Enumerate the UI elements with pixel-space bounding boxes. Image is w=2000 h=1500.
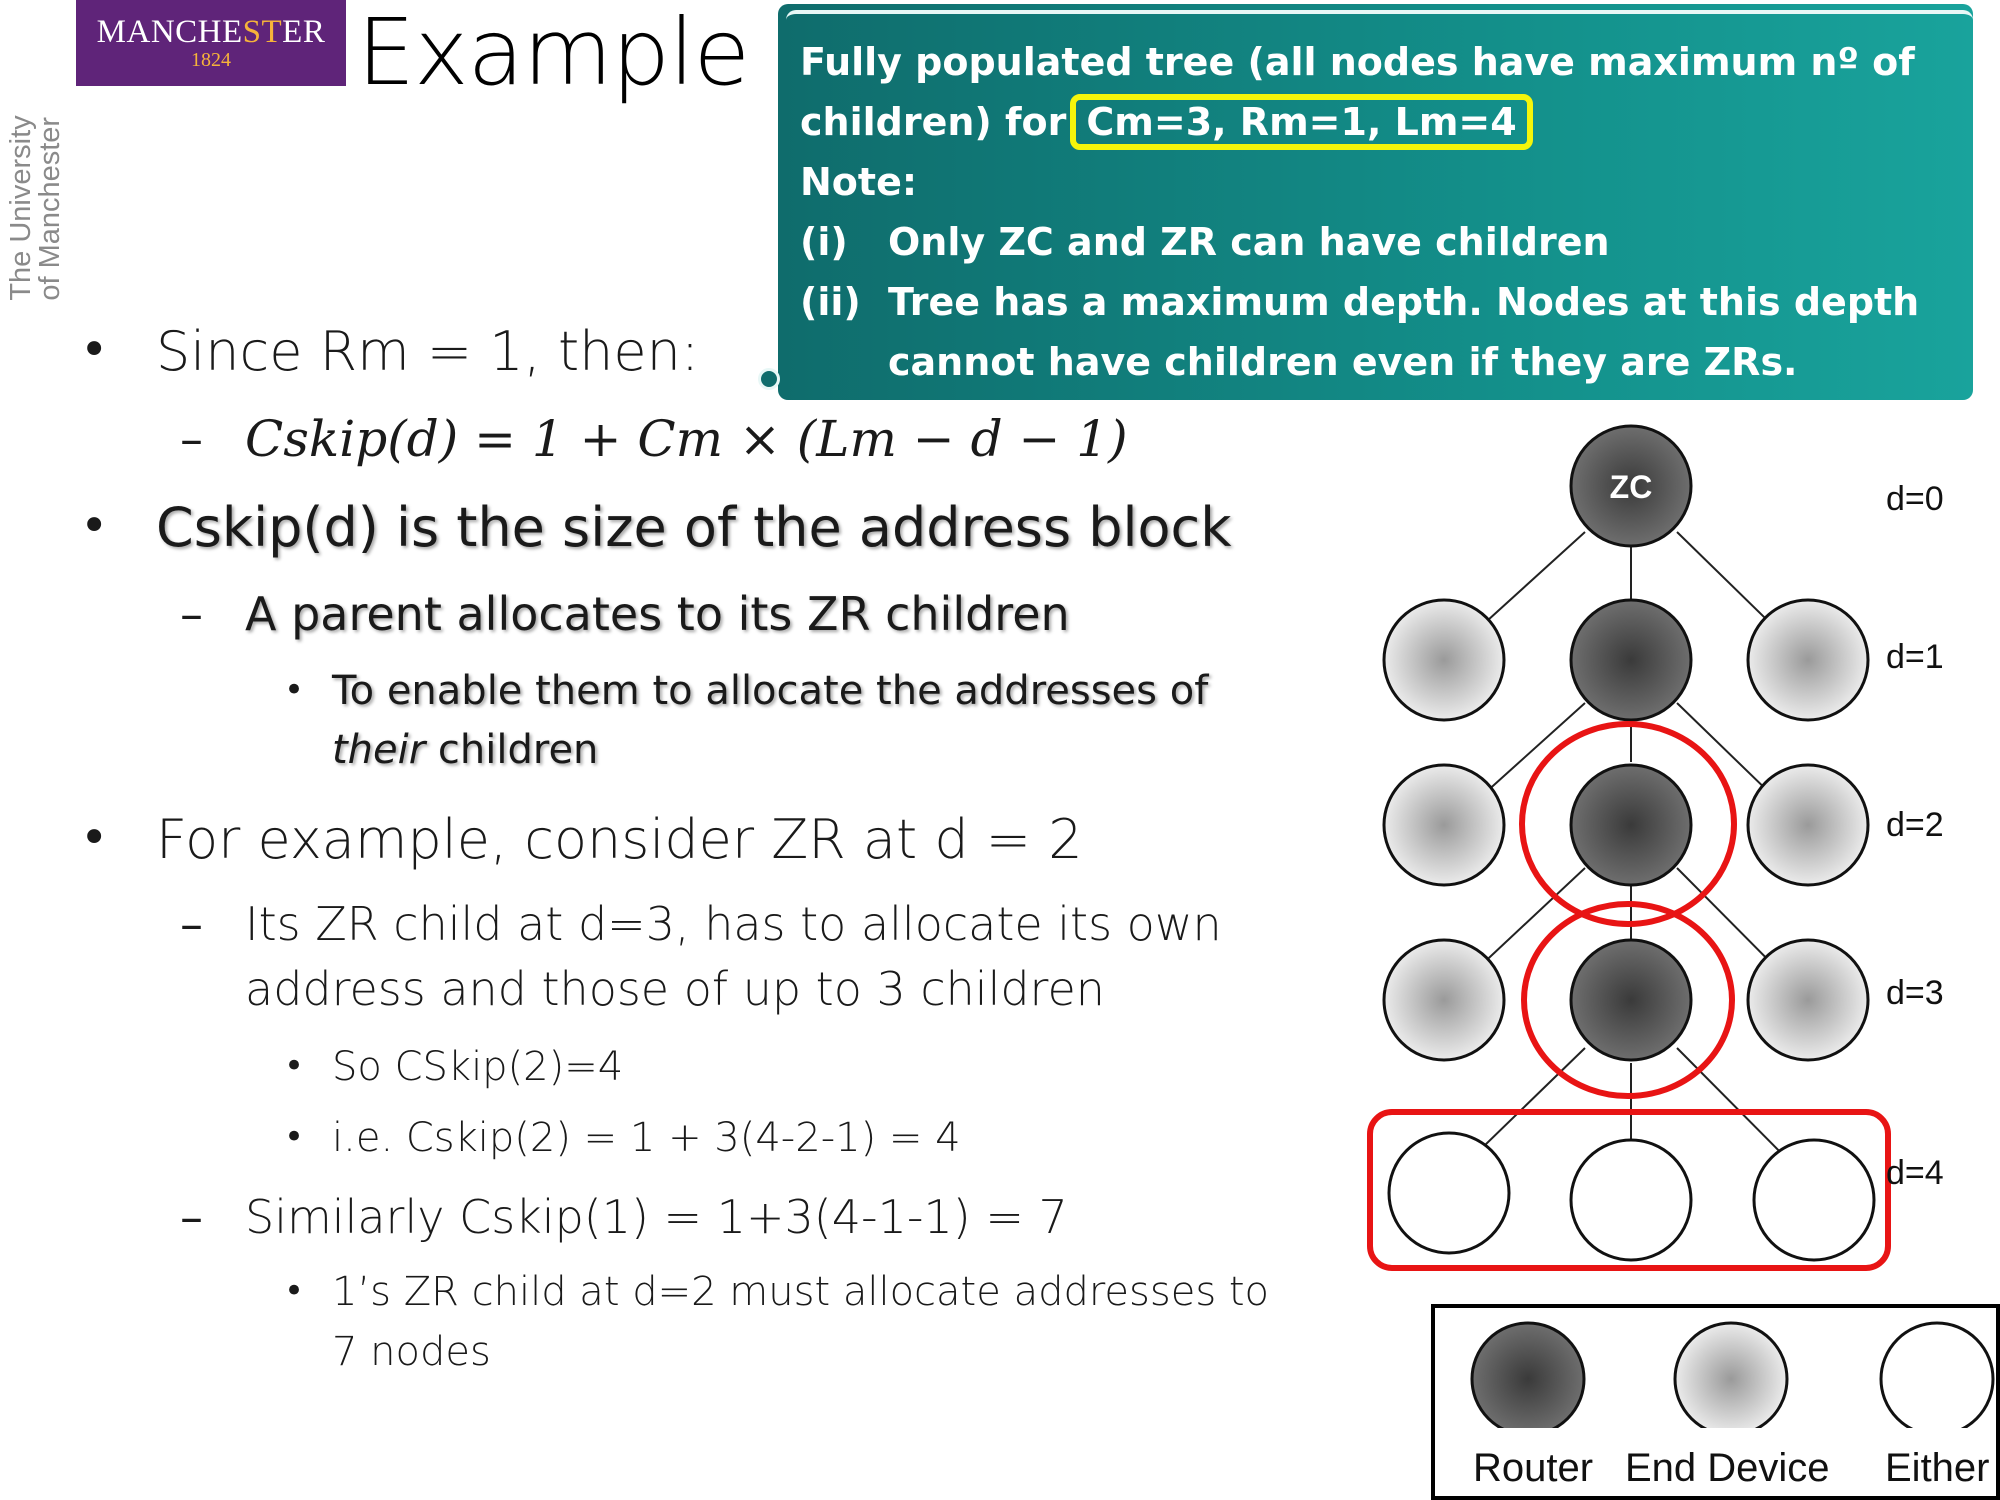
note-line: cannot have children even if they are ZRs.: [888, 340, 1798, 384]
end-device-node: [1384, 600, 1504, 720]
bullet-marker: •: [284, 1046, 305, 1086]
bullet-text: 7 nodes: [332, 1329, 491, 1375]
end-device-swatch: [1675, 1323, 1787, 1428]
end-device-node: [1748, 600, 1868, 720]
depth-label: d=1: [1886, 638, 1944, 676]
bullet-text: 1’s ZR child at d=2 must allocate addresses to: [332, 1269, 1270, 1315]
legend-end-device-label: End Device: [1625, 1446, 1830, 1490]
end-device-node: [1748, 765, 1868, 885]
university-side-text: The University of Manchester: [5, 114, 66, 301]
either-swatch: [1881, 1323, 1993, 1428]
bullet-marker: •: [80, 810, 109, 866]
end-device-node: [1748, 940, 1868, 1060]
note-line: children) for Cm=3, Rm=1, Lm=4: [800, 92, 1949, 152]
bullet-marker: •: [80, 498, 109, 554]
bullet-marker: •: [284, 1271, 305, 1311]
bullet-text: i.e. Cskip(2) = 1 + 3(4-2-1) = 4: [332, 1115, 961, 1161]
bullet-text: For example, consider ZR at d = 2: [156, 808, 1083, 871]
either-node: [1389, 1133, 1509, 1253]
note-item: (ii) Tree has a maximum depth. Nodes at this depth: [800, 280, 1920, 324]
cskip-formula: Cskip(d) = 1 + Cm × (Lm − d − 1): [245, 410, 1128, 468]
either-node: [1571, 1140, 1691, 1260]
depth-label: d=4: [1886, 1154, 1944, 1192]
bullet-marker: •: [284, 670, 305, 710]
bullet-text: Its ZR child at d=3, has to allocate its own: [245, 897, 1222, 951]
diagram-legend: [1431, 1304, 2000, 1500]
legend-swatches: [1435, 1308, 1996, 1428]
slide-title: Example: [357, 0, 750, 106]
depth-label: d=0: [1886, 480, 1944, 518]
bullet-text: So CSkip(2)=4: [332, 1044, 624, 1090]
router-node: [1571, 765, 1691, 885]
depth-label: d=2: [1886, 806, 1944, 844]
either-node: [1754, 1140, 1874, 1260]
scroll-curl-decoration: [758, 368, 780, 390]
end-device-node: [1384, 765, 1504, 885]
bullet-text: their children: [332, 727, 599, 773]
bullet-marker: •: [284, 1117, 305, 1157]
bullet-text: Since Rm = 1, then:: [156, 320, 700, 383]
dash-marker: –: [180, 897, 203, 951]
end-device-node: [1384, 940, 1504, 1060]
bullet-text: Cskip(d) is the size of the address block: [156, 496, 1232, 559]
root-label: ZC: [1609, 469, 1653, 505]
router-node: [1571, 600, 1691, 720]
scroll-curl-decoration: [786, 10, 1973, 32]
note-item: (i) Only ZC and ZR can have children: [800, 220, 1610, 264]
university-logo: [76, 0, 346, 86]
dash-marker: –: [180, 1190, 203, 1244]
note-callout: [778, 4, 1973, 400]
logo-year: 1824: [191, 48, 231, 71]
bullet-text: To enable them to allocate the addresses of: [332, 668, 1209, 714]
bullet-text: address and those of up to 3 children: [245, 962, 1105, 1016]
dash-marker: –: [180, 412, 203, 466]
note-line: Note:: [800, 160, 918, 204]
zigbee-tree-diagram: [1360, 410, 2000, 1300]
parameter-highlight: Cm=3, Rm=1, Lm=4: [1070, 94, 1532, 150]
bullet-text: A parent allocates to its ZR children: [245, 587, 1070, 641]
note-line: Fully populated tree (all nodes have maximum nº of: [800, 40, 1915, 84]
bullet-text: Similarly Cskip(1) = 1+3(4-1-1) = 7: [245, 1190, 1068, 1244]
logo-wordmark: MANCHESTER: [96, 13, 326, 50]
legend-router-label: Router: [1473, 1446, 1594, 1490]
router-swatch: [1472, 1323, 1584, 1428]
bullet-marker: •: [80, 322, 109, 378]
dash-marker: –: [180, 587, 203, 641]
router-node: [1571, 940, 1691, 1060]
depth-label: d=3: [1886, 974, 1944, 1012]
legend-either-label: Either: [1885, 1446, 1990, 1490]
